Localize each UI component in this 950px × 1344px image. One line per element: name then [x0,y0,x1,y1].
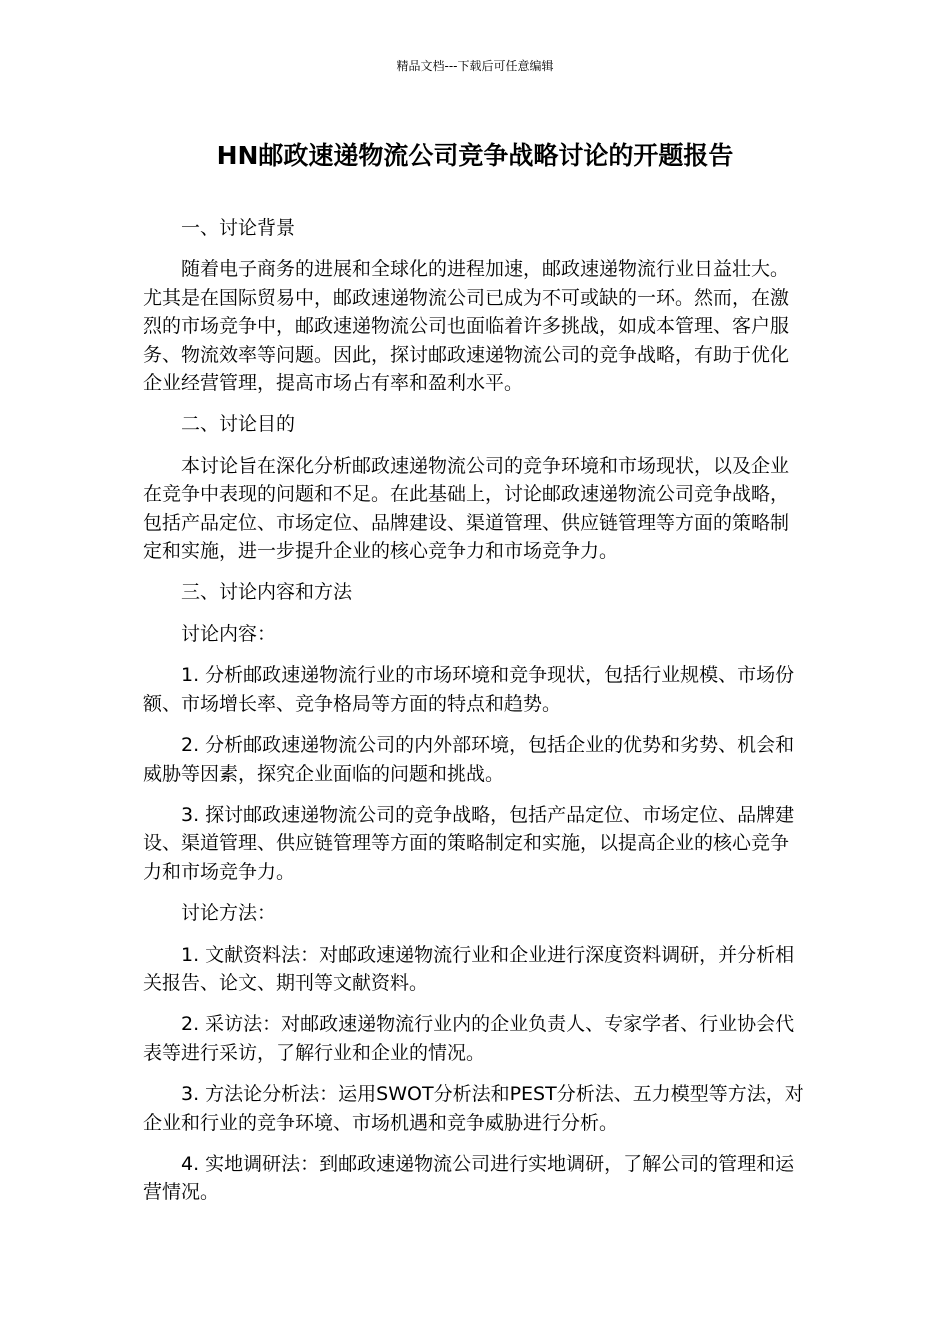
method-item: 3. 方法论分析法：运用SWOT分析法和PEST分析法、五力模型等方法，对企业和行业的竞争环境、市场机遇和竞争威胁进行分析。 [143,1083,804,1134]
method-label: 讨论方法： [181,902,277,925]
method-item: 2. 采访法：对邮政速递物流行业内的企业负责人、专家学者、行业协会代表等进行采访，了解行业和企业的情况。 [143,1013,795,1064]
purpose-paragraph: 本讨论旨在深化分析邮政速递物流公司的竞争环境和市场现状，以及企业在竞争中表现的问题和不足。在此基础上，讨论邮政速递物流公司竞争战略，包括产品定位、市场定位、品牌建设、渠道管理、供应链管理等方面的策略制定和实施，进一步提升企业的核心竞争力和市场竞争力。 [143,454,790,563]
content-item: 1. 分析邮政速递物流行业的市场环境和竞争现状，包括行业规模、市场份额、市场增长率、竞争格局等方面的特点和趋势。 [143,664,795,715]
content-item: 2. 分析邮政速递物流公司的内外部环境，包括企业的优势和劣势、机会和威胁等因素，探究企业面临的问题和挑战。 [143,734,795,785]
method-item: 4. 实地调研法：到邮政速递物流公司进行实地调研，了解公司的管理和运营情况。 [143,1152,795,1204]
content-label: 讨论内容： [181,622,277,645]
section-heading-background: 一、讨论背景 [181,217,296,239]
method-item: 1. 文献资料法：对邮政速递物流行业和企业进行深度资料调研，并分析相关报告、论文、期刊等文献资料。 [143,943,795,994]
section-heading-purpose: 二、讨论目的 [181,413,296,436]
section-heading-content-method: 三、讨论内容和方法 [181,581,353,604]
background-paragraph: 随着电子商务的进展和全球化的进程加速，邮政速递物流行业日益壮大。尤其是在国际贸易中，邮政速递物流公司已成为不可或缺的一环。然而，在激烈的市场竞争中，邮政速递物流公司也面临着许多挑战，如成本管理、客户服务、物流效率等问题。因此，探讨邮政速递物流公司的竞争战略，有助于优化企业经营管理，提高市场占有率和盈利水平。 [143,258,790,395]
header-note: 精品文档---下载后可任意编辑 [396,59,554,73]
document-title: HN邮政速递物流公司竞争战略讨论的开题报告 [216,141,734,170]
document-body [143,214,807,1207]
content-item: 3. 探讨邮政速递物流公司的竞争战略，包括产品定位、市场定位、品牌建设、渠道管理、供应链管理等方面的策略制定和实施，以提高企业的核心竞争力和市场竞争力。 [143,803,795,883]
